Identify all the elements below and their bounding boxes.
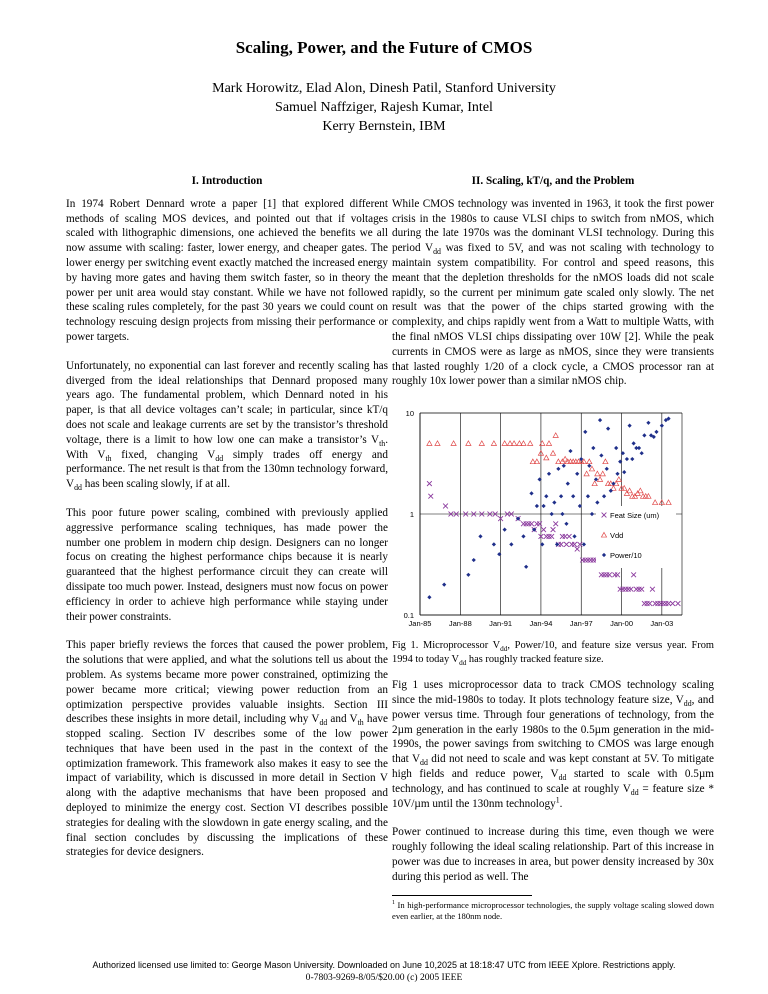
section-heading-introduction: I. Introduction (191, 175, 263, 187)
paragraph: Fig 1 uses microprocessor data to track CMOS technology scaling since the mid-1980s to today. It plots technology feature size, $V_{dd}$, and power versus time. Through four generations of technology, from the 2µm generation in the early 1980s to the 0.5µm generation in the mid-1990s, the power savings from switching to CMOS was large enough that $V_{dd}$ did not need to scale and was kept constant at 5V. To mitigate high fields and reduce power, $V_{dd}$ started to scale with 0.5µm technology, and has continued to scale at roughly $V_{dd}$ = feature size * 10V/µm until the 130nm technology$^1$. (392, 679, 714, 810)
vdd-point (584, 471, 589, 476)
vdd-point (528, 441, 533, 446)
feature-size-point (604, 573, 609, 578)
feature-size-point (563, 534, 568, 539)
feature-size-point (650, 587, 655, 592)
vdd-point (451, 441, 456, 446)
power-point (654, 430, 658, 434)
power-point (606, 427, 610, 431)
left-column (66, 174, 388, 874)
x-tick-label: Jan-85 (408, 619, 432, 629)
vdd-point (573, 459, 578, 464)
vdd-point (587, 459, 592, 464)
feature-size-point (631, 573, 636, 578)
feature-size-point (661, 601, 666, 606)
power-point (587, 464, 591, 468)
vdd-point (550, 451, 555, 456)
feature-size-point (586, 558, 591, 563)
vdd-point (632, 494, 637, 499)
legend-label: Vdd (610, 531, 624, 541)
feature-size-point (560, 534, 565, 539)
author-line: Mark Horowitz, Elad Alon, Dinesh Patil, Stanford University (212, 81, 556, 96)
feature-size-point (663, 601, 668, 606)
feature-size-point (602, 573, 607, 578)
vdd-point (666, 500, 671, 505)
power-point (550, 512, 554, 516)
feature-size-point (564, 542, 569, 547)
power-point (524, 565, 528, 569)
feature-size-point (572, 542, 577, 547)
feature-size-point (629, 587, 634, 592)
feature-size-point (647, 601, 652, 606)
feature-size-point (551, 527, 556, 532)
vdd-point (435, 441, 440, 446)
y-tick-label: 1 (409, 510, 414, 520)
paragraph: Power continued to increase during this time, even though we were roughly following the ideal scaling relationship. Part of this increase in power was due to increases in area, but power density increased by 30x during this period as well. The (392, 826, 714, 883)
feature-size-point (428, 494, 433, 499)
feature-size-point (549, 534, 554, 539)
power-point (609, 489, 613, 493)
vdd-point (511, 441, 516, 446)
feature-size-point (521, 522, 526, 527)
power-point (442, 583, 446, 587)
vdd-point (638, 488, 643, 493)
power-point (535, 504, 539, 508)
copyright-line: 0-7803-9269-8/05/$20.00 (c) 2005 IEEE (305, 972, 463, 983)
power-point (472, 558, 476, 562)
feature-size-point (534, 522, 539, 527)
footnote: $^1$ In high-performance microprocessor technologies, the supply voltage scaling slowed down even earlier, at the 180nm node. (392, 899, 714, 921)
power-point (582, 542, 586, 546)
feature-size-point (583, 558, 588, 563)
feature-size-point (599, 573, 604, 578)
power-point (556, 467, 560, 471)
power-point (637, 446, 641, 450)
vdd-point (571, 459, 576, 464)
feature-size-point (670, 601, 675, 606)
power-point (646, 421, 650, 425)
y-tick-label: 0.1 (403, 611, 414, 621)
feature-size-point (666, 601, 671, 606)
power-point (571, 494, 575, 498)
vdd-point (540, 441, 545, 446)
vdd-point (479, 441, 484, 446)
feature-size-point (569, 542, 574, 547)
vdd-point (603, 459, 608, 464)
vdd-point (622, 486, 627, 491)
license-notice: Authorized licensed use limited to: George Mason University. Downloaded on June 10,2025 at 18:18:47 UTC from IEEE Xplore. Restrictions apply. (92, 960, 676, 970)
author-line: Samuel Naffziger, Rajesh Kumar, Intel (275, 100, 493, 115)
power-point (568, 449, 572, 453)
feature-size-point (615, 573, 620, 578)
vdd-point (606, 481, 611, 486)
feature-size-point (529, 522, 534, 527)
paragraph: While CMOS technology was invented in 1963, it took the first power crisis in the 1980s to cause VLSI chips to switch from nMOS, which during the late 1970s was the dominant VLSI technology. During this period $V_{dd}$ was fixed to 5V, and was not scaling with technology to maintain system compatibility. For control and speed reasons, this meant that the depletion thresholds for the nMOS loads did not scale rapidly, so the current per minimum gate scaled only slowly. The net result was that the power of the chips started growing with the complexity, and chips rapidly went from a Watt to multiple Watts, with the final nMOS VLSI chips dissipating over 10W [2]. While the peak currents in CMOS were as large as nMOS, since they were transients that lasted roughly 1/20 of a clock cycle, a CMOS processor ran at roughly 10x lower power than a similar nMOS chip. (392, 197, 714, 388)
feature-size-point (524, 522, 529, 527)
power-point (615, 472, 619, 476)
y-tick-label: 10 (405, 409, 414, 419)
feature-size-point (607, 573, 612, 578)
power-point (630, 457, 634, 461)
feature-size-point (645, 601, 650, 606)
feature-size-point (575, 547, 580, 552)
power-point (605, 467, 609, 471)
legend-label: Power/10 (610, 551, 642, 561)
right-column (392, 174, 714, 922)
vdd-point (534, 459, 539, 464)
feature-size-point (526, 522, 531, 527)
vdd-point (616, 477, 621, 482)
power-point (622, 470, 626, 474)
power-point (503, 528, 507, 532)
vdd-point (427, 441, 432, 446)
x-tick-label: Jan-88 (448, 619, 472, 629)
vdd-point (653, 500, 658, 505)
feature-size-point (577, 542, 582, 547)
x-tick-label: Jan-03 (650, 619, 674, 629)
power-point (660, 424, 664, 428)
vdd-point (630, 494, 635, 499)
vdd-point (597, 477, 602, 482)
power-point (529, 491, 533, 495)
paper-title: Scaling, Power, and the Future of CMOS (235, 38, 533, 57)
feature-size-point (626, 587, 631, 592)
feature-size-point (541, 527, 546, 532)
power-point (509, 542, 513, 546)
feature-size-point (567, 534, 572, 539)
power-point (625, 457, 629, 461)
vdd-point (646, 494, 651, 499)
power-point (599, 453, 603, 457)
vdd-point (640, 494, 645, 499)
feature-size-point (580, 558, 585, 563)
power-point (590, 512, 594, 516)
power-point (562, 464, 566, 468)
paragraph: Unfortunately, no exponential can last forever and recently scaling has diverged from the ideal relationships that Dennard proposed many years ago. The fundamental problem, which Dennard noted in his paper, is that all device voltages can’t scale; in particular, since kT/q does not scale and leakage currents are set by the transistor’s threshold voltage, there is a limit to how low one can make a transistor’s $V_{th}$. With $V_{th}$ fixed, changing $V_{dd}$ simply trades off energy and performance. The net result is that from the 130mn technology forward, $V_{dd}$ has been scaling slowly, if at all. (66, 359, 388, 493)
author-line: Kerry Bernstein, IBM (322, 119, 446, 134)
power-point (547, 472, 551, 476)
power-point (614, 446, 618, 450)
vdd-point (502, 441, 507, 446)
x-tick-label: Jan-00 (610, 619, 634, 629)
power-point (598, 418, 602, 422)
power-point (492, 542, 496, 546)
power-point (544, 494, 548, 498)
figure-caption: Fig 1. Microprocessor $V_{dd}$, Power/10, and feature size versus year. From 1994 to today $V_{dd}$ has roughly tracked feature size. (392, 640, 714, 667)
power-point (591, 446, 595, 450)
feature-size-point (639, 587, 644, 592)
power-point (552, 501, 556, 505)
power-point (632, 441, 636, 445)
power-point (560, 512, 564, 516)
power-point (521, 534, 525, 538)
feature-size-point (612, 573, 617, 578)
feature-size-point (591, 558, 596, 563)
feature-size-point (653, 601, 658, 606)
feature-size-point (553, 522, 558, 527)
power-point (611, 482, 615, 486)
feature-size-point (658, 601, 663, 606)
x-tick-label: Jan-97 (569, 619, 593, 629)
feature-size-point (620, 587, 625, 592)
feature-size-point (537, 522, 542, 527)
vdd-point (544, 455, 549, 460)
vdd-point (592, 481, 597, 486)
power-point (427, 595, 431, 599)
vdd-point (627, 488, 632, 493)
power-point (542, 504, 546, 508)
power-point (572, 534, 576, 538)
feature-size-point (559, 542, 564, 547)
power-point (466, 573, 470, 577)
power-point (628, 424, 632, 428)
power-point (555, 542, 559, 546)
power-point (595, 501, 599, 505)
feature-size-point (642, 601, 647, 606)
legend-label: Feat Size (um) (610, 511, 660, 521)
feature-size-point (637, 587, 642, 592)
power-point (559, 494, 563, 498)
feature-size-point (634, 587, 639, 592)
power-point (564, 522, 568, 526)
feature-size-point (676, 601, 681, 606)
figure-1-chart (392, 403, 714, 631)
power-point (575, 472, 579, 476)
power-point (602, 494, 606, 498)
feature-size-point (544, 534, 549, 539)
chart-svg (392, 403, 714, 631)
paragraph: This paper briefly reviews the forces that caused the power problem, the solutions that were applied, and what the solutions tell us about the problem. As systems became more power constrained, optimizing the power became more critical; viewing power reduction from an optimization perspective provides valuable insights. Section III describes these insights in more detail, including why $V_{dd}$ and $V_{th}$ have stopped scaling. Section IV describes some of the low power techniques that have been used in the past in the context of the optimization framework. This framework also makes it easy to see the impact of variability, which is discussed in more detail in Section V along with the adaptive mechanisms that have been proposed and deployed to minimize the energy cost. Section VI describes possible strategies for dealing with the slowdown in gate energy scaling, and the final section concludes by discussing the implications of these strategies for device designers. (66, 639, 388, 859)
feature-size-point (623, 587, 628, 592)
power-point (586, 494, 590, 498)
feature-size-point (588, 558, 593, 563)
x-tick-label: Jan-91 (489, 619, 513, 629)
vdd-point (643, 494, 648, 499)
vdd-point (600, 471, 605, 476)
feature-size-point (618, 587, 623, 592)
feature-size-point (443, 504, 448, 509)
footnote-divider (392, 895, 532, 896)
vdd-point (568, 459, 573, 464)
paragraph: In 1974 Robert Dennard wrote a paper [1] that explored different methods of scaling MOS devices, and pointed out that if voltages scaled with lithographic dimensions, one achieved the benefits we all now assume with scaling: faster, lower energy, and cheaper gates. The lower energy per switching event exactly matched the increased energy by having more gates and having them switch faster, so in theory the power per unit area would stay constant. While we have not followed these scaling rules completely, for the past 30 years we could count on technology rescuing design projects from missing their performance or power targets. (66, 197, 388, 343)
vdd-point (491, 441, 496, 446)
feature-size-point (655, 601, 660, 606)
x-tick-label: Jan-94 (529, 619, 553, 629)
power-point (640, 451, 644, 455)
vdd-point (595, 471, 600, 476)
power-point (566, 482, 570, 486)
vdd-point (553, 433, 558, 438)
power-point (583, 430, 587, 434)
author-list (0, 79, 768, 136)
vdd-point (466, 441, 471, 446)
vdd-point (521, 441, 526, 446)
feature-size-point (427, 481, 432, 486)
power-point (478, 534, 482, 538)
power-point (642, 433, 646, 437)
paragraph: This poor future power scaling, combined with previously applied aggressive performance scaling techniques, has made power the number one problem in modern chip design. Designers can no longer focus on creating the highest performance chips because it is nearly guaranteed that the highest performance circuit they can create will dissipate too much power. Instead, designers must now focus on power efficiency in order to achieve high performance while staying under their power constraints. (66, 506, 388, 623)
section-heading-scaling: II. Scaling, kT/q, and the Problem (471, 175, 635, 187)
vdd-point (546, 441, 551, 446)
feature-size-point (547, 534, 552, 539)
